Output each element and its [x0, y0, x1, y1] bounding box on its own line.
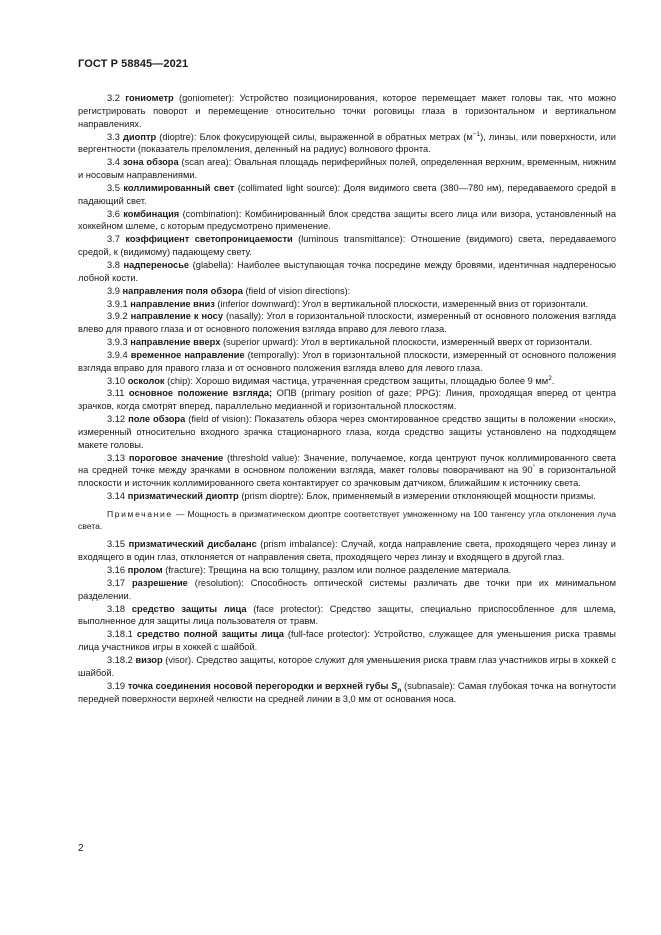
definition-number: 3.9 [107, 285, 120, 296]
definition-item [78, 490, 616, 503]
definition-text: (superior upward): Угол в вертикальной плоскости, измеренный вверх от горизонтали. [220, 337, 593, 348]
definition-term: временное направление [130, 349, 245, 360]
definition-number: 3.18.2 [107, 655, 133, 665]
definition-term: направление к носу [130, 311, 223, 322]
definition-term: пролом [127, 565, 163, 576]
definition-item [78, 233, 616, 259]
definition-item [78, 208, 616, 234]
definitions-list-continued [78, 538, 616, 679]
definition-3-19 [78, 680, 616, 706]
definition-item [78, 564, 616, 577]
definition-term: основное положение взгляда; [128, 388, 273, 399]
definition-item [78, 156, 616, 182]
definition-number: 3.9.1 [107, 298, 128, 309]
definition-item [78, 577, 616, 603]
definition-number: 3.14 [107, 491, 126, 502]
definition-number: 3.16 [107, 565, 126, 576]
definition-term: направление вниз [130, 298, 215, 309]
definition-number: 3.4 [107, 157, 120, 168]
definition-number: 3.12 [107, 414, 126, 425]
definition-text: (full-face protector): Устройство, служащее для уменьшения риска травмы лица участников игры в хоккей с шайбой. [78, 629, 616, 653]
definition-text: (chip): Хорошо видимая частица, утраченная средством защиты, площадью более 9 мм [164, 375, 549, 386]
definition-text: (inferior downward): Угол в вертикальной плоскости, измеренный вниз от горизонтали. [214, 298, 589, 309]
definition-item [78, 92, 616, 131]
definition-item [78, 628, 616, 654]
definition-text: (collimated light source): Доля видимого света (380—780 нм), передаваемого средой в падающий свет. [78, 182, 616, 206]
definition-item [78, 413, 616, 452]
standard-header: ГОСТ Р 58845—2021 [78, 58, 189, 70]
page-number: 2 [78, 843, 84, 854]
definition-text: (resolution): Способность оптической системы различать две точки при их минимальном разделении. [78, 577, 616, 601]
definition-text: (scan area): Овальная площадь периферийных полей, определенная верхним, временным, нижним и носовым направлениями. [78, 157, 617, 181]
definition-number: 3.2 [107, 93, 120, 103]
definition-term: направления поля обзора [122, 285, 243, 296]
definition-text: ОПВ (primary position of gaze; PPG): Линия, проходящая вперед от центра зрачков, когда смотрят вперед, параллельно медианной и горизонтальной плоскостям. [78, 388, 616, 412]
definition-item [78, 285, 616, 298]
definition-term: осколок [127, 375, 165, 386]
definition-item [78, 298, 616, 311]
definition-term: диоптр [123, 131, 157, 142]
definition-item [78, 538, 616, 564]
definition-text-tail: в горизонтальной плоскости и источник коллимированного света контактирует со зрачковым датчиком, ближайшим к источнику света. [78, 465, 616, 489]
superscript: ° [532, 464, 536, 472]
definition-number: 3.7 [107, 234, 120, 245]
definition-item [78, 603, 616, 629]
definition-text: (nasally): Угол в горизонтальной плоскости, измеренный от основного положения взгляда влево для правого глаза и от основного положения взгляда вправо для левого глаза. [78, 311, 616, 335]
definition-text: (threshold value): Значение, получаемое, когда центруют пучок коллимированного света на средней точке между зрачками в основном положении взгляда, макет головы поворачивают на 90 [78, 452, 616, 476]
definition-item [78, 387, 616, 413]
note-text: — Мощность в призматическом диоптре соответствует умноженному на 100 тангенсу угла отклонения луча света. [78, 509, 616, 532]
definition-text: (visor). Средство защиты, которое служит для уменьшения риска травм глаз участников игры в хоккей с шайбой. [78, 655, 616, 678]
definition-term: средство полной защиты лица [136, 629, 284, 640]
symbol-subscript: n [397, 686, 402, 694]
definition-term: надпереносье [123, 259, 190, 270]
definition-term: средство защиты лица [131, 603, 247, 614]
definition-text: (subnasale): Самая глубокая точка на вогнутости передней поверхности верхней челюсти на средней линии в 3,0 мм от основания носа. [78, 680, 616, 704]
definition-term: комбинация [123, 208, 180, 219]
definition-term: точка соединения носовой перегородки и верхней губы [127, 680, 389, 691]
definition-number: 3.9.3 [107, 337, 128, 348]
definition-item [78, 654, 616, 680]
definition-text: (prism imbalance): Случай, когда направление света, проходящего через линзу и входящего в один глаз, отклоняется от направления света, проходящего через линзу и входящего в другой глаз. [78, 539, 616, 563]
definition-number: 3.9.2 [107, 311, 128, 322]
definition-number: 3.8 [107, 259, 120, 270]
definition-text-tail: ), линзы, или поверхности, или вергентности (показатель преломления, деленный на радиус) волнового фронта. [78, 131, 616, 155]
definition-text: (combination): Комбинированный блок средства защиты всего лица или визора, установленный на хоккейном шлеме, с которым предусмотрено применение. [78, 208, 616, 232]
definition-text: (field of vision): Показатель обзора через смонтированное средство защиты в положении «носки», измеренный относительно входного зрачка стационарного глаза, когда средство защиты установлено на подходящем макете головы. [78, 414, 616, 450]
definition-text: (luminous transmittance): Отношение (видимого) света, передаваемого средой, к (видимому) падающему свету. [78, 234, 616, 258]
definition-term: зона обзора [122, 157, 179, 168]
definition-text: (glabella): Наиболее выступающая точка посредине между бровями, идентичная надпереносью лобной кости. [78, 259, 616, 283]
definition-term: визор [135, 655, 163, 665]
definition-term: разрешение [132, 577, 188, 588]
definition-text: (dioptre): Блок фокусирующей силы, выраженной в обратных метрах (м [156, 131, 473, 142]
definition-item [78, 182, 616, 208]
definition-term: пороговое значение [128, 452, 224, 463]
superscript: 2 [548, 374, 552, 382]
definition-item [78, 336, 616, 349]
definition-number: 3.3 [107, 131, 120, 142]
definition-item [78, 349, 616, 375]
definition-number: 3.15 [107, 539, 126, 550]
definition-term: призматический дисбаланс [128, 539, 257, 550]
definition-item [78, 259, 616, 285]
definition-number: 3.17 [107, 577, 126, 588]
definition-number: 3.13 [107, 452, 126, 463]
definition-item [78, 375, 616, 388]
definition-term: гониометр [125, 93, 174, 103]
definition-text: (face protector): Средство защиты, специально приспособленное для шлема, выполненное для защиты лица пользователя от травм. [78, 603, 616, 627]
definition-text: (fracture): Трещина на всю толщину, разлом или полное разделение материала. [162, 565, 512, 576]
note [78, 508, 616, 532]
definition-term: призматический диоптр [127, 491, 239, 502]
definition-number: 3.11 [107, 388, 125, 399]
superscript: −1 [472, 130, 481, 138]
definition-text: (prism dioptre): Блок, применяемый в измерении отклоняющей мощности призмы. [238, 491, 596, 502]
definition-number: 3.18 [107, 603, 126, 614]
symbol: S [391, 680, 398, 691]
definition-number: 3.5 [107, 182, 120, 193]
definition-term: коэффициент светопроницаемости [125, 234, 293, 245]
definitions-list [78, 92, 616, 503]
definition-term: поле обзора [128, 414, 186, 425]
definition-text: (goniometer): Устройство позиционирования, которое перемещает макет головы так, что можно регистрировать поворот и перемещение относительно точки роговицы глаза в горизонтальном и вертикальном направлениях. [78, 93, 616, 129]
definition-text: (temporally): Угол в горизонтальной плоскости, измеренный от основного положения взгляда вправо для правого глаза и от основного положения взгляда влево для левого глаза. [78, 349, 617, 373]
definition-item [78, 131, 616, 157]
definition-number: 3.6 [107, 208, 120, 219]
note-label: Примечание [107, 509, 173, 519]
definition-text: (field of vision directions): [242, 285, 351, 296]
definition-number: 3.18.1 [107, 629, 133, 640]
definition-text-tail: . [551, 375, 555, 386]
definition-term: направление вверх [130, 337, 221, 348]
definition-number: 3.10 [107, 375, 126, 386]
definition-term: коллимированный свет [123, 182, 235, 193]
document-body [78, 92, 616, 705]
definition-number: 3.9.4 [107, 349, 128, 360]
definition-number: 3.19 [107, 680, 126, 691]
definition-item [78, 452, 616, 491]
definition-item [78, 310, 616, 336]
